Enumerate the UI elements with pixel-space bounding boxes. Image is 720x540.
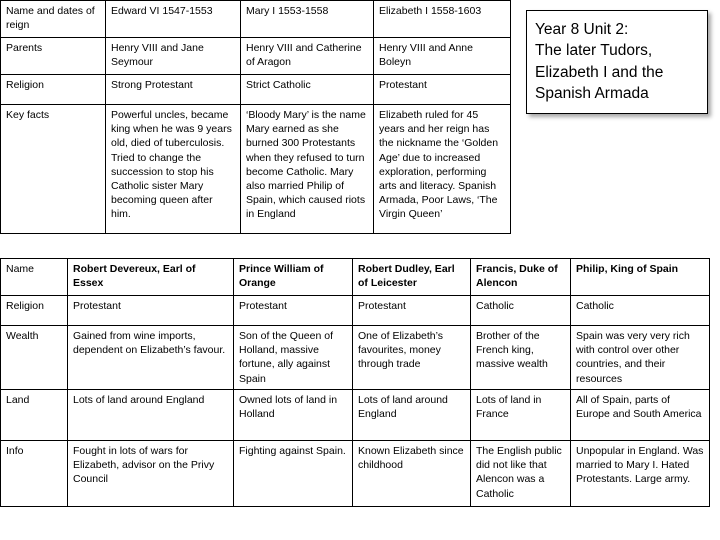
table-cell: Lots of land in France: [471, 390, 571, 441]
elizabeth-i-key-facts: Elizabeth ruled for 45 years and her reign has the nickname the ‘Golden Age’ due to increased exploration, performing arts and literacy. Spanish Armada, Poor Laws, ‘The Virgin Queen’: [374, 105, 511, 234]
unit-title-line: Elizabeth I and the: [535, 63, 664, 81]
edward-vi-reign: Edward VI 1547-1553: [106, 1, 241, 38]
column-header-philip: Philip, King of Spain: [571, 259, 710, 296]
row-label-key-facts: Key facts: [1, 105, 106, 234]
column-header-name: Name: [1, 259, 68, 296]
elizabeth-i-reign: Elizabeth I 1558-1603: [374, 1, 511, 38]
table-row: [1, 38, 511, 75]
unit-title-box: [526, 10, 708, 114]
mary-i-religion: Strict Catholic: [241, 75, 374, 105]
table-cell: Son of the Queen of Holland, massive fortune, ally against Spain: [234, 326, 353, 390]
table-cell: Brother of the French king, massive wealth: [471, 326, 571, 390]
monarchs-table: [0, 0, 511, 234]
table-cell: All of Spain, parts of Europe and South America: [571, 390, 710, 441]
row-label-wealth: Wealth: [1, 326, 68, 390]
unit-title-line: Year 8 Unit 2:: [535, 21, 629, 38]
column-header-alencon: Francis, Duke of Alencon: [471, 259, 571, 296]
table-cell: Protestant: [353, 296, 471, 326]
edward-vi-key-facts: Powerful uncles, became king when he was 9 years old, died of tuberculosis. Tried to change the succession to stop his Catholic sister Mary becoming queen after him.: [106, 105, 241, 234]
column-header-essex: Robert Devereux, Earl of Essex: [68, 259, 234, 296]
table-row: [1, 441, 710, 507]
row-label-land: Land: [1, 390, 68, 441]
row-label-religion: Religion: [1, 296, 68, 326]
column-header-william-of-orange: Prince William of Orange: [234, 259, 353, 296]
elizabeth-i-religion: Protestant: [374, 75, 511, 105]
table-cell: Known Elizabeth since childhood: [353, 441, 471, 507]
table-cell: Gained from wine imports, dependent on Elizabeth’s favour.: [68, 326, 234, 390]
row-label-info: Info: [1, 441, 68, 507]
edward-vi-parents: Henry VIII and Jane Seymour: [106, 38, 241, 75]
table-cell: Spain was very very rich with control over other countries, and their resources: [571, 326, 710, 390]
table-row: [1, 105, 511, 234]
row-label-religion: Religion: [1, 75, 106, 105]
elizabeth-i-parents: Henry VIII and Anne Boleyn: [374, 38, 511, 75]
table-cell: Protestant: [68, 296, 234, 326]
unit-title-line: The later Tudors,: [535, 42, 653, 60]
table-cell: Catholic: [471, 296, 571, 326]
table-row: [1, 390, 710, 441]
key-people-table: [0, 258, 710, 507]
table-cell: Fought in lots of wars for Elizabeth, advisor on the Privy Council: [68, 441, 234, 507]
table-cell: Protestant: [234, 296, 353, 326]
table-cell: Owned lots of land in Holland: [234, 390, 353, 441]
table-cell: The English public did not like that Alencon was a Catholic: [471, 441, 571, 507]
table-row: [1, 75, 511, 105]
column-header-dudley: Robert Dudley, Earl of Leicester: [353, 259, 471, 296]
edward-vi-religion: Strong Protestant: [106, 75, 241, 105]
table-cell: Lots of land around England: [353, 390, 471, 441]
unit-title-line: Spanish Armada: [535, 85, 649, 103]
row-label-name-dates: Name and dates of reign: [1, 1, 106, 38]
table-cell: Catholic: [571, 296, 710, 326]
table-row: [1, 1, 511, 38]
table-header-row: [1, 259, 710, 296]
table-cell: One of Elizabeth’s favourites, money through trade: [353, 326, 471, 390]
table-cell: Unpopular in England. Was married to Mary I. Hated Protestants. Large army.: [571, 441, 710, 507]
table-cell: Fighting against Spain.: [234, 441, 353, 507]
mary-i-parents: Henry VIII and Catherine of Aragon: [241, 38, 374, 75]
mary-i-reign: Mary I 1553-1558: [241, 1, 374, 38]
table-row: [1, 296, 710, 326]
table-row: [1, 326, 710, 390]
table-cell: Lots of land around England: [68, 390, 234, 441]
mary-i-key-facts: ‘Bloody Mary’ is the name Mary earned as she burned 300 Protestants when they refused to turn become Catholic. Mary also married Philip of Spain, which caused riots in England: [241, 105, 374, 234]
row-label-parents: Parents: [1, 38, 106, 75]
